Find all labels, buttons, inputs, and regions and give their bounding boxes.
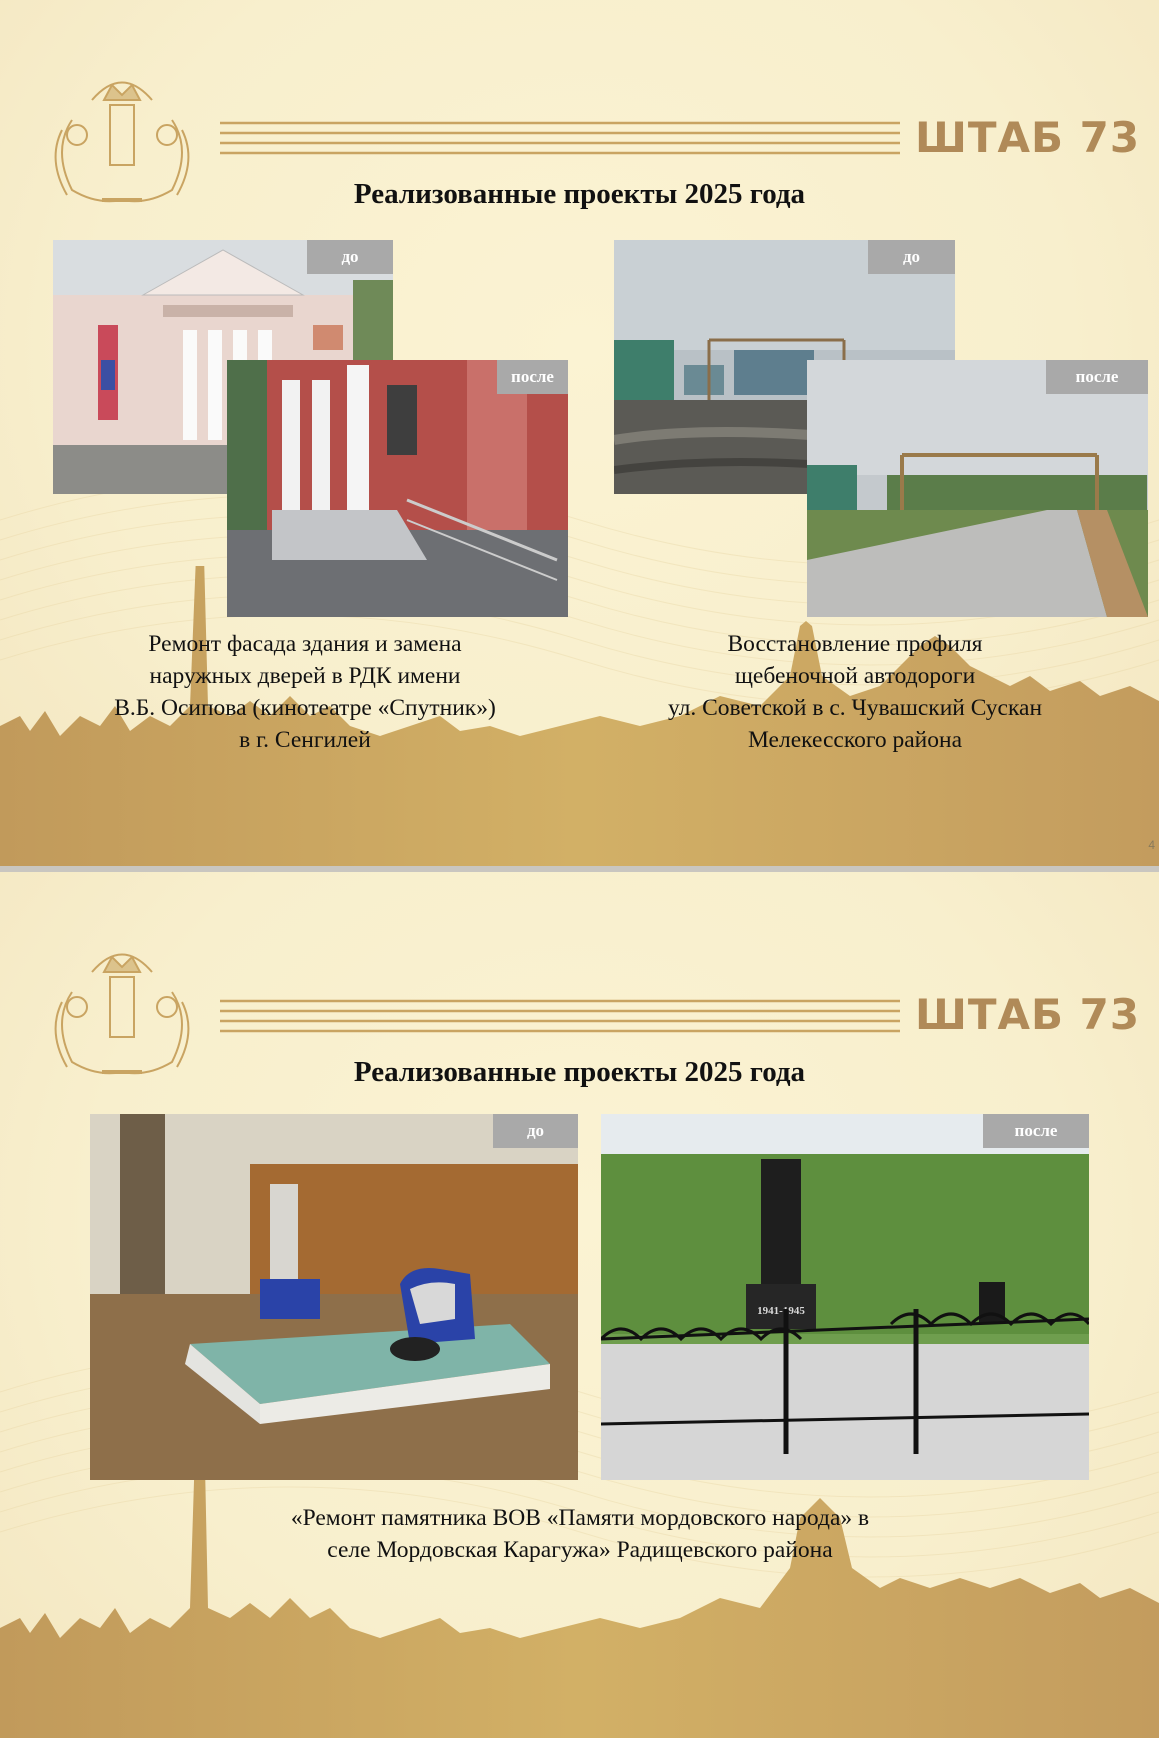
caption-line: Мелекесского района xyxy=(747,727,963,753)
caption-line: селе Мордовская Карагужа» Радищевского района xyxy=(327,1537,833,1563)
tag-after: после xyxy=(983,1114,1089,1148)
tag-before: до xyxy=(307,240,393,274)
tag-before: до xyxy=(868,240,955,274)
caption-line: в г. Сенгилей xyxy=(239,727,371,753)
tag-before: до xyxy=(493,1114,578,1148)
photo-road-after xyxy=(807,360,1148,617)
caption-line: ул. Советской в с. Чувашский Сускан xyxy=(667,695,1043,721)
project-caption xyxy=(60,628,550,756)
slide-2 xyxy=(0,872,1159,1738)
project-caption xyxy=(180,1502,980,1566)
project-caption xyxy=(610,628,1100,756)
brand-logo-text: ШТАБ 73 xyxy=(915,113,1141,162)
slide-title: Реализованные проекты 2025 года xyxy=(353,1056,806,1088)
header-lines xyxy=(220,999,900,1035)
photo-monument-after xyxy=(601,1114,1089,1480)
caption-line: Восстановление профиля xyxy=(727,631,983,657)
slide-title: Реализованные проекты 2025 года xyxy=(353,178,806,210)
caption-line: наружных дверей в РДК имени xyxy=(149,663,461,689)
caption-line: В.Б. Осипова (кинотеатре «Спутник») xyxy=(114,695,496,721)
tag-after: после xyxy=(1046,360,1148,394)
page-number: 4 xyxy=(1148,838,1155,852)
header-lines xyxy=(220,121,900,157)
caption-line: щебеночной автодороги xyxy=(734,663,976,689)
photo-building-after xyxy=(227,360,568,617)
brand-logo-text: ШТАБ 73 xyxy=(915,990,1141,1039)
slide-1 xyxy=(0,0,1159,866)
caption-line: Ремонт фасада здания и замена xyxy=(148,631,462,657)
monument-years: 1941-1945 xyxy=(757,1305,805,1317)
city-skyline xyxy=(0,1438,1159,1738)
tag-after: после xyxy=(497,360,568,394)
caption-line: «Ремонт памятника ВОВ «Памяти мордовского народа» в xyxy=(290,1505,870,1531)
photo-monument-before xyxy=(90,1114,578,1480)
